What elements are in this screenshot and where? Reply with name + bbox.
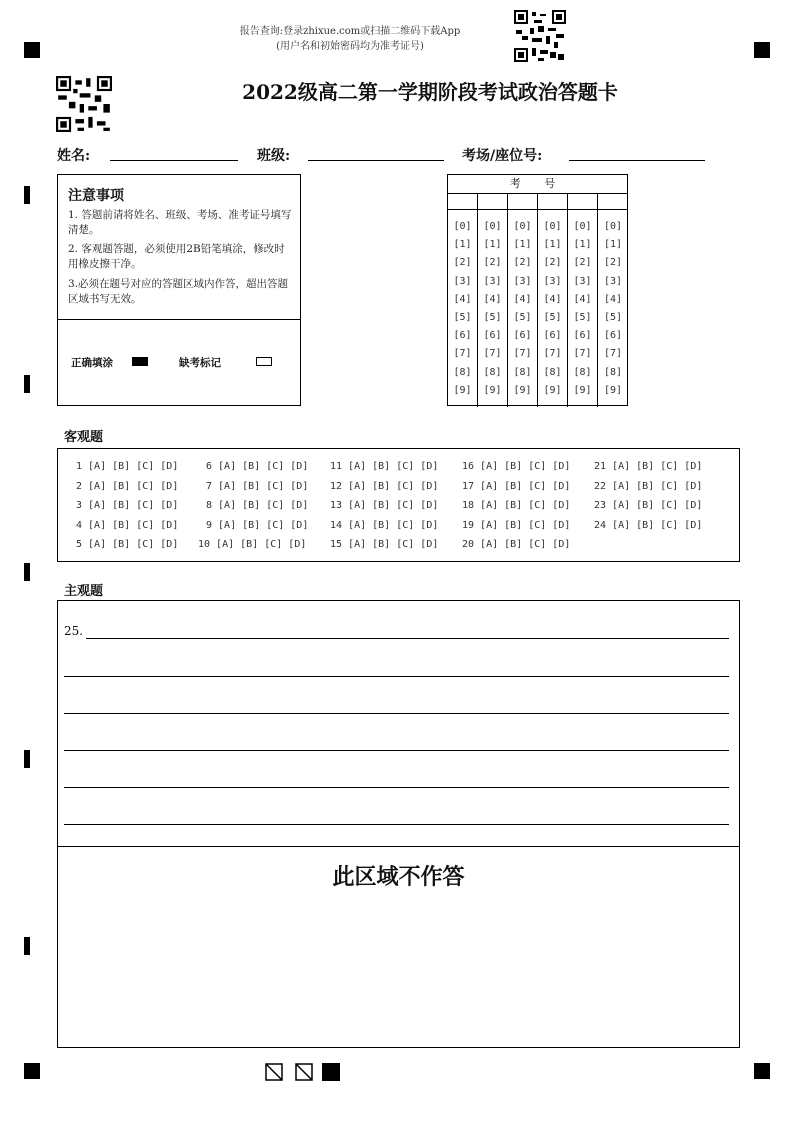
objective-question[interactable]: 24 [A] [B] [C] [D] bbox=[594, 519, 703, 531]
exam-digit-bubble[interactable]: [0] bbox=[453, 221, 472, 232]
exam-number-write-cell[interactable] bbox=[538, 193, 567, 210]
objective-question[interactable]: 22 [A] [B] [C] [D] bbox=[594, 480, 703, 492]
correct-fill-sample bbox=[132, 357, 148, 366]
page-title: 2022级高二第一学期阶段考试政治答题卡 bbox=[242, 80, 618, 104]
absent-mark-label: 缺考标记 bbox=[179, 357, 221, 369]
exam-digit-bubble[interactable]: [9] bbox=[513, 384, 532, 396]
corner-mark-bottom-right bbox=[754, 1063, 770, 1079]
correct-fill-label: 正确填涂 bbox=[71, 357, 113, 369]
exam-digit-bubble[interactable]: [8] bbox=[573, 366, 592, 378]
objective-question[interactable]: 5 [A] [B] [C] [D] bbox=[76, 539, 179, 550]
exam-digit-bubble[interactable]: [9] bbox=[483, 384, 502, 396]
room-seat-label: 考场/座位号: bbox=[462, 148, 543, 164]
exam-digit-bubble[interactable]: [6] bbox=[603, 330, 623, 342]
corner-mark-top-left bbox=[24, 42, 40, 58]
notice-divider bbox=[58, 319, 300, 320]
exam-digit-bubble[interactable]: [7] bbox=[483, 348, 502, 360]
exam-digit-bubble[interactable]: [8] bbox=[453, 366, 472, 378]
exam-digit-bubble[interactable]: [7] bbox=[603, 348, 623, 360]
exam-digit-bubble[interactable]: [3] bbox=[543, 275, 562, 287]
exam-number-write-cell[interactable] bbox=[598, 193, 628, 210]
exam-digit-bubble[interactable]: [7] bbox=[573, 348, 592, 360]
exam-digit-bubble[interactable]: [2] bbox=[573, 257, 592, 269]
name-label: 姓名: bbox=[57, 148, 91, 164]
notice-title: 注意事项 bbox=[68, 188, 124, 204]
answer-line[interactable] bbox=[64, 787, 729, 788]
qr-code-top bbox=[514, 10, 566, 62]
exam-digit-bubble[interactable]: [4] bbox=[543, 293, 562, 305]
exam-number-write-cell[interactable] bbox=[568, 193, 597, 210]
corner-mark-top-right bbox=[754, 42, 770, 58]
objective-question[interactable]: 17 [A] [B] [C] [D] bbox=[462, 480, 571, 492]
exam-digit-bubble[interactable]: [3] bbox=[453, 275, 472, 287]
exam-digit-bubble[interactable]: [2] bbox=[453, 257, 472, 269]
exam-digit-bubble[interactable]: [3] bbox=[603, 275, 623, 287]
objective-question[interactable]: 11 [A] [B] [C] [D] bbox=[330, 461, 439, 472]
objective-question[interactable]: 23 [A] [B] [C] [D] bbox=[594, 500, 703, 511]
answer-line[interactable] bbox=[86, 638, 729, 639]
exam-digit-bubble[interactable]: [1] bbox=[483, 239, 502, 251]
objective-question[interactable]: 14 [A] [B] [C] [D] bbox=[330, 519, 439, 531]
subjective-section-label: 主观题 bbox=[64, 584, 104, 599]
exam-digit-bubble[interactable]: [9] bbox=[453, 384, 472, 396]
no-answer-zone-label: 此区域不作答 bbox=[332, 864, 465, 890]
exam-digit-bubble[interactable]: [6] bbox=[453, 330, 472, 342]
exam-digit-bubble[interactable]: [5] bbox=[543, 312, 562, 323]
exam-digit-bubble[interactable]: [7] bbox=[543, 348, 562, 360]
timing-mark bbox=[24, 186, 30, 204]
page-marker-filled bbox=[322, 1063, 340, 1081]
exam-digit-bubble[interactable]: [1] bbox=[603, 239, 623, 251]
exam-digit-bubble[interactable]: [4] bbox=[453, 293, 472, 305]
qr-code-left bbox=[56, 76, 112, 132]
exam-number-column bbox=[448, 193, 478, 407]
exam-number-column bbox=[568, 193, 598, 407]
name-field[interactable] bbox=[110, 160, 238, 161]
class-field[interactable] bbox=[308, 160, 444, 161]
timing-mark bbox=[24, 563, 30, 581]
exam-digit-bubble[interactable]: [5] bbox=[483, 312, 502, 323]
objective-question[interactable]: 1 [A] [B] [C] [D] bbox=[76, 461, 179, 472]
exam-digit-bubble[interactable]: [7] bbox=[513, 348, 532, 360]
exam-number-grid bbox=[447, 174, 628, 406]
exam-digit-bubble[interactable]: [4] bbox=[513, 293, 532, 305]
objective-question[interactable]: 2 [A] [B] [C] [D] bbox=[76, 480, 179, 492]
objective-question[interactable]: 8 [A] [B] [C] [D] bbox=[206, 500, 309, 511]
exam-digit-bubble[interactable]: [8] bbox=[603, 366, 623, 378]
notice-item: 2. 客观题答题，必须使用2B铅笔填涂，修改时用橡皮擦干净。 bbox=[68, 243, 285, 270]
objective-question[interactable]: 3 [A] [B] [C] [D] bbox=[76, 500, 179, 511]
exam-digit-bubble[interactable]: [7] bbox=[453, 348, 472, 360]
exam-digit-bubble[interactable]: [0] bbox=[513, 221, 532, 232]
exam-digit-bubble[interactable]: [5] bbox=[513, 312, 532, 323]
exam-digit-bubble[interactable]: [5] bbox=[603, 312, 623, 323]
exam-digit-bubble[interactable]: [2] bbox=[513, 257, 532, 269]
class-label: 班级: bbox=[257, 148, 291, 164]
exam-digit-bubble[interactable]: [1] bbox=[573, 239, 592, 251]
report-query-note bbox=[200, 24, 500, 54]
exam-digit-bubble[interactable]: [1] bbox=[543, 239, 562, 251]
objective-question[interactable]: 20 [A] [B] [C] [D] bbox=[462, 539, 571, 550]
page-marker-slash-icon bbox=[295, 1063, 313, 1081]
exam-digit-bubble[interactable]: [6] bbox=[543, 330, 562, 342]
notice-item: 3.必须在题号对应的答题区域内作答，超出答题区域书写无效。 bbox=[68, 278, 289, 305]
exam-digit-bubble[interactable]: [4] bbox=[483, 293, 502, 305]
exam-digit-bubble[interactable]: [6] bbox=[483, 330, 502, 342]
objective-question[interactable]: 7 [A] [B] [C] [D] bbox=[206, 480, 309, 492]
objective-question[interactable]: 6 [A] [B] [C] [D] bbox=[206, 461, 309, 472]
exam-digit-bubble[interactable]: [4] bbox=[573, 293, 592, 305]
answer-line[interactable] bbox=[64, 713, 729, 714]
exam-number-write-cell[interactable] bbox=[508, 193, 537, 210]
objective-question[interactable]: 10 [A] [B] [C] [D] bbox=[198, 539, 307, 550]
exam-digit-bubble[interactable]: [6] bbox=[573, 330, 592, 342]
exam-number-column bbox=[478, 193, 508, 407]
timing-mark bbox=[24, 937, 30, 955]
report-query-line: 报告查询:登录zhixue.com或扫描二维码下载App bbox=[239, 26, 461, 37]
exam-digit-bubble[interactable]: [0] bbox=[543, 221, 562, 232]
exam-digit-bubble[interactable]: [6] bbox=[513, 330, 532, 342]
objective-question[interactable]: 9 [A] [B] [C] [D] bbox=[206, 519, 309, 531]
exam-digit-bubble[interactable]: [5] bbox=[453, 312, 472, 323]
objective-question[interactable]: 13 [A] [B] [C] [D] bbox=[330, 500, 439, 511]
exam-digit-bubble[interactable]: [2] bbox=[483, 257, 502, 269]
question-number: 25. bbox=[64, 624, 84, 638]
exam-number-write-cell[interactable] bbox=[448, 193, 477, 210]
exam-digit-bubble[interactable]: [0] bbox=[603, 221, 623, 232]
exam-digit-bubble[interactable]: [2] bbox=[543, 257, 562, 269]
credentials-hint: (用户名和初始密码均为准考证号) bbox=[276, 41, 424, 52]
absent-mark-box[interactable] bbox=[256, 357, 272, 366]
exam-digit-bubble[interactable]: [9] bbox=[573, 384, 592, 396]
corner-mark-bottom-left bbox=[24, 1063, 40, 1079]
page-marker-slash-icon bbox=[265, 1063, 283, 1081]
exam-number-column bbox=[538, 193, 568, 407]
exam-digit-bubble[interactable]: [8] bbox=[483, 366, 502, 378]
exam-number-column bbox=[508, 193, 538, 407]
exam-digit-bubble[interactable]: [1] bbox=[453, 239, 472, 251]
exam-digit-bubble[interactable]: [4] bbox=[603, 293, 623, 305]
objective-answer-box bbox=[57, 448, 740, 562]
exam-digit-bubble[interactable]: [2] bbox=[603, 257, 623, 269]
exam-number-column bbox=[598, 193, 628, 407]
objective-question[interactable]: 19 [A] [B] [C] [D] bbox=[462, 519, 571, 531]
timing-mark bbox=[24, 375, 30, 393]
objective-question[interactable]: 18 [A] [B] [C] [D] bbox=[462, 500, 571, 511]
objective-question[interactable]: 15 [A] [B] [C] [D] bbox=[330, 539, 439, 550]
objective-question[interactable]: 12 [A] [B] [C] [D] bbox=[330, 480, 439, 492]
exam-digit-bubble[interactable]: [5] bbox=[573, 312, 592, 323]
exam-digit-bubble[interactable]: [8] bbox=[543, 366, 562, 378]
exam-digit-bubble[interactable]: [3] bbox=[513, 275, 532, 287]
no-answer-divider bbox=[58, 846, 739, 847]
answer-line[interactable] bbox=[64, 750, 729, 751]
exam-number-header: 考 号 bbox=[448, 175, 627, 194]
exam-digit-bubble[interactable]: [9] bbox=[603, 384, 623, 396]
room-seat-field[interactable] bbox=[569, 160, 705, 161]
exam-digit-bubble[interactable]: [3] bbox=[573, 275, 592, 287]
exam-digit-bubble[interactable]: [0] bbox=[573, 221, 592, 232]
timing-mark bbox=[24, 750, 30, 768]
objective-question[interactable]: 16 [A] [B] [C] [D] bbox=[462, 461, 571, 472]
objective-question[interactable]: 21 [A] [B] [C] [D] bbox=[594, 461, 703, 472]
objective-section-label: 客观题 bbox=[64, 430, 104, 445]
exam-digit-bubble[interactable]: [8] bbox=[513, 366, 532, 378]
answer-line[interactable] bbox=[64, 824, 729, 825]
objective-question[interactable]: 4 [A] [B] [C] [D] bbox=[76, 519, 179, 531]
notice-box bbox=[57, 174, 301, 406]
notice-item: 1. 答题前请将姓名、班级、考场、准考证号填写清楚。 bbox=[68, 209, 292, 236]
exam-digit-bubble[interactable]: [1] bbox=[513, 239, 532, 251]
exam-digit-bubble[interactable]: [9] bbox=[543, 384, 562, 396]
exam-digit-bubble[interactable]: [3] bbox=[483, 275, 502, 287]
exam-number-write-cell[interactable] bbox=[478, 193, 507, 210]
answer-line[interactable] bbox=[64, 676, 729, 677]
exam-digit-bubble[interactable]: [0] bbox=[483, 221, 502, 232]
